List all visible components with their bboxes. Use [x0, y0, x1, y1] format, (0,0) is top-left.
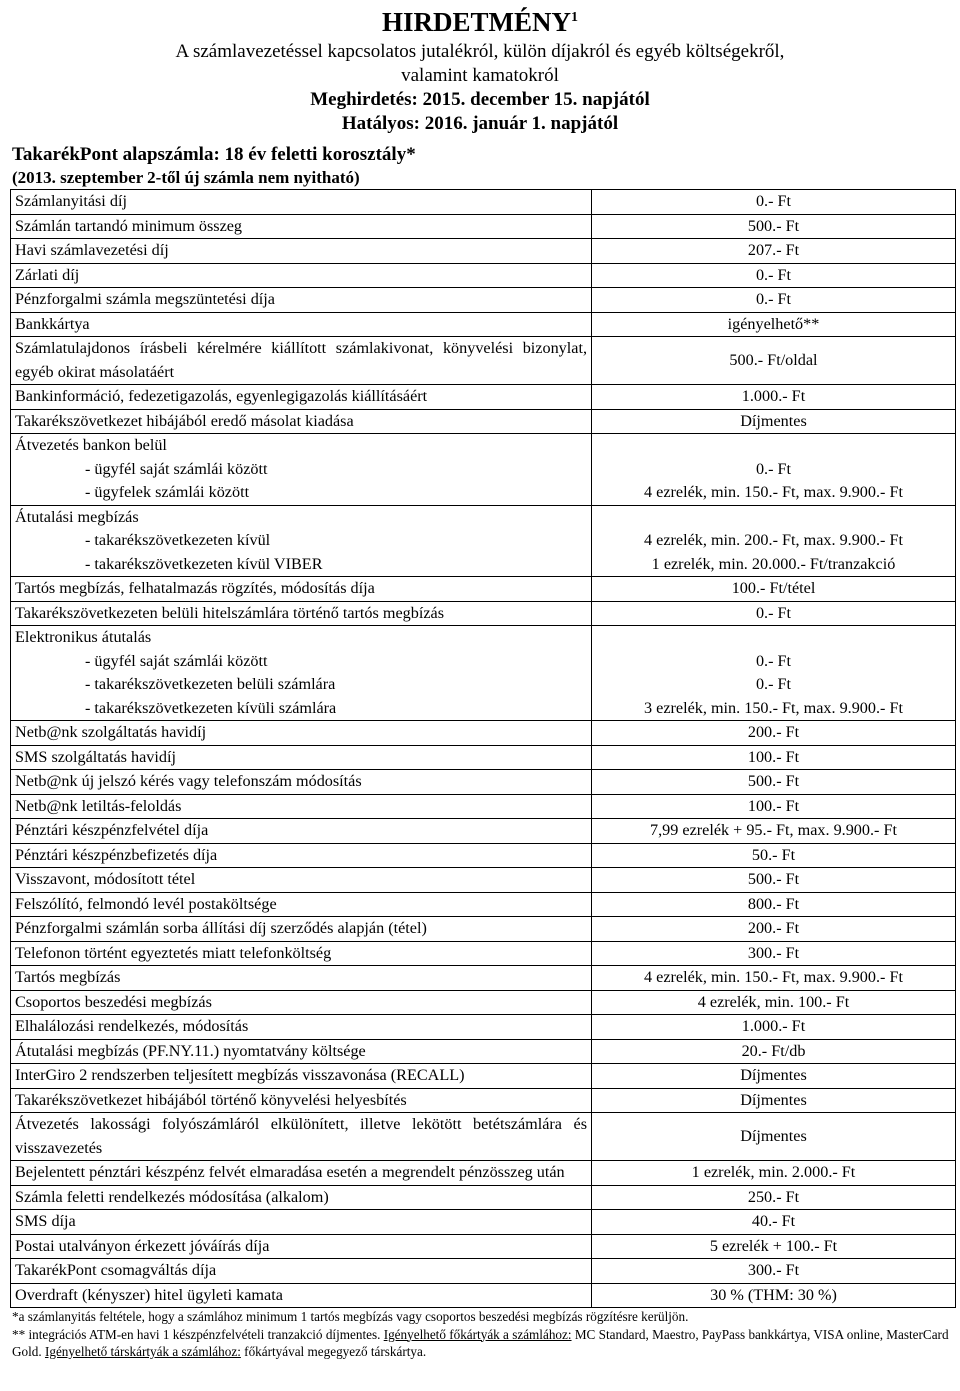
- fee-sub-value: 3 ezrelék, min. 150.- Ft, max. 9.900.- Ft: [644, 698, 903, 717]
- fee-value: [592, 434, 956, 506]
- fee-row: [11, 1064, 956, 1089]
- fee-label: Számlanyitási díj: [11, 190, 592, 215]
- fee-value: 250.- Ft: [592, 1185, 956, 1210]
- fee-label: Zárlati díj: [11, 263, 592, 288]
- fee-value: 200.- Ft: [592, 721, 956, 746]
- footnote-double-star: [12, 1326, 952, 1361]
- fee-value: [592, 505, 956, 577]
- fee-row: [11, 214, 956, 239]
- fee-row: [11, 190, 956, 215]
- fee-value-spacer: [596, 506, 951, 530]
- fee-sub-value: 0.- Ft: [755, 459, 792, 478]
- fee-value: 300.- Ft: [592, 1259, 956, 1284]
- fee-value: 500.- Ft: [592, 214, 956, 239]
- announcement-date: Meghirdetés: 2015. december 15. napjától: [310, 89, 650, 110]
- fee-label: Overdraft (kényszer) hitel ügyleti kamata: [11, 1283, 592, 1308]
- fee-sub-value: 0.- Ft: [755, 651, 792, 670]
- fee-group-heading: Átutalási megbízás: [15, 507, 139, 526]
- title-text: HIRDETMÉNY: [381, 7, 571, 37]
- fee-label: Bankinformáció, fedezetigazolás, egyenlegigazolás kiállításáért: [11, 385, 592, 410]
- fee-label: SMS szolgáltatás havidíj: [11, 745, 592, 770]
- fee-label: [11, 505, 592, 577]
- fee-sub-label: - ügyfél saját számlái között: [85, 459, 268, 478]
- fee-value: 50.- Ft: [592, 843, 956, 868]
- fee-row: [11, 337, 956, 385]
- fee-row: [11, 239, 956, 264]
- fee-label: Bankkártya: [11, 312, 592, 337]
- fee-sub-label: - takarékszövetkezeten kívül VIBER: [85, 554, 323, 573]
- fee-row: [11, 1039, 956, 1064]
- subtitle-line-1: A számlavezetéssel kapcsolatos jutalékról, külön díjakról és egyéb költségekről,: [175, 41, 785, 62]
- fee-value: [592, 626, 956, 721]
- fee-row: [11, 966, 956, 991]
- fee-label: Netb@nk letiltás-feloldás: [11, 794, 592, 819]
- fee-table: [10, 189, 956, 1308]
- fee-row: [11, 917, 956, 942]
- fee-label: Átutalási megbízás (PF.NY.11.) nyomtatvány költsége: [11, 1039, 592, 1064]
- footnote-text: főkártyával megegyező társkártya.: [240, 1344, 427, 1359]
- fee-value: 0.- Ft: [592, 601, 956, 626]
- fee-label: Pénzforgalmi számla megszüntetési díja: [11, 288, 592, 313]
- fee-label: Takarékszövetkezet hibájából történő könyvelési helyesbítés: [11, 1088, 592, 1113]
- fee-value: 20.- Ft/db: [592, 1039, 956, 1064]
- fee-value: Díjmentes: [592, 409, 956, 434]
- fee-label: Átvezetés lakossági folyószámláról elkülönített, illetve lekötött betétszámlára és visszavezetés: [11, 1113, 592, 1161]
- fee-label: Netb@nk szolgáltatás havidíj: [11, 721, 592, 746]
- fee-row: [11, 263, 956, 288]
- fee-sub-label: - ügyfél saját számlái között: [85, 651, 268, 670]
- fee-label: SMS díja: [11, 1210, 592, 1235]
- fee-value: 5 ezrelék + 100.- Ft: [592, 1234, 956, 1259]
- footnote-star: *a számlanyitás feltétele, hogy a számlához minimum 1 tartós megbízás vagy csoportos beszedési megbízás rögzítésre kerüljön.: [12, 1309, 689, 1324]
- fee-row: [11, 626, 956, 721]
- fee-row: [11, 1161, 956, 1186]
- fee-row: [11, 1088, 956, 1113]
- fee-row: [11, 1210, 956, 1235]
- fee-value: 100.- Ft/tétel: [592, 577, 956, 602]
- fee-label: Telefonon történt egyeztetés miatt telefonköltség: [11, 941, 592, 966]
- fee-label: Felszólító, felmondó levél postaköltsége: [11, 892, 592, 917]
- fee-value: 500.- Ft/oldal: [592, 337, 956, 385]
- fee-value: 0.- Ft: [592, 190, 956, 215]
- fee-label: Elhalálozási rendelkezés, módosítás: [11, 1015, 592, 1040]
- fee-row: [11, 770, 956, 795]
- fee-label: Pénzforgalmi számlán sorba állítási díj szerződés alapján (tétel): [11, 917, 592, 942]
- fee-label: Bejelentett pénztári készpénz felvét elmaradása esetén a megrendelt pénzösszeg után: [11, 1161, 592, 1186]
- fee-value: 4 ezrelék, min. 150.- Ft, max. 9.900.- Ft: [592, 966, 956, 991]
- fee-value: 100.- Ft: [592, 794, 956, 819]
- fee-sub-value: 0.- Ft: [755, 675, 792, 693]
- fee-label: Pénztári készpénzfelvétel díja: [11, 819, 592, 844]
- fee-label: Takarékszövetkezeten belüli hitelszámlára történő tartós megbízás: [11, 601, 592, 626]
- fee-value: 500.- Ft: [592, 868, 956, 893]
- fee-label: Tartós megbízás: [11, 966, 592, 991]
- fee-label: [11, 626, 592, 721]
- effective-date: Hatályos: 2016. január 1. napjától: [341, 113, 619, 134]
- fee-label: Pénztári készpénzbefizetés díja: [11, 843, 592, 868]
- fee-value: igényelhető**: [592, 312, 956, 337]
- fee-row: [11, 505, 956, 577]
- fee-row: [11, 1283, 956, 1308]
- fee-row: [11, 385, 956, 410]
- section-note: (2013. szeptember 2-től új számla nem nyitható): [12, 168, 360, 187]
- fee-sub-value: 1 ezrelék, min. 20.000.- Ft/tranzakció: [651, 554, 896, 573]
- fee-table-body: [11, 190, 956, 1308]
- fee-row: [11, 1113, 956, 1161]
- fee-row: [11, 434, 956, 506]
- fee-value: 4 ezrelék, min. 100.- Ft: [592, 990, 956, 1015]
- fee-value: 207.- Ft: [592, 239, 956, 264]
- footnotes: [12, 1308, 952, 1361]
- fee-value: Díjmentes: [592, 1064, 956, 1089]
- fee-sub-value: 4 ezrelék, min. 200.- Ft, max. 9.900.- Ft: [644, 531, 903, 549]
- fee-value: 0.- Ft: [592, 288, 956, 313]
- fee-label: Számlatulajdonos írásbeli kérelmére kiállított számlakivonat, könyvelési bizonylat, egyéb okirat másolatáért: [11, 337, 592, 385]
- fee-label: Tartós megbízás, felhatalmazás rögzítés, módosítás díja: [11, 577, 592, 602]
- footnote-text: MC Standard, Maestro, PayPass bankkártya, VISA online, MasterCard Gold.: [12, 1326, 949, 1359]
- fee-sub-label: - takarékszövetkezeten belüli számlára: [85, 675, 336, 693]
- fee-value: 40.- Ft: [592, 1210, 956, 1235]
- fee-value-spacer: [596, 626, 951, 650]
- fee-row: [11, 288, 956, 313]
- fee-group-heading: Elektronikus átutalás: [15, 628, 152, 646]
- fee-label: TakarékPont csomagváltás díja: [11, 1259, 592, 1284]
- footnote-underlined-co-cards: Igényelhető társkártyák a számlához:: [44, 1344, 241, 1359]
- fee-sub-label: - ügyfelek számlái között: [85, 483, 250, 501]
- fee-row: [11, 1015, 956, 1040]
- fee-row: [11, 868, 956, 893]
- fee-value: 200.- Ft: [592, 917, 956, 942]
- fee-row: [11, 794, 956, 819]
- fee-value: 1.000.- Ft: [592, 1015, 956, 1040]
- fee-label: Postai utalványon érkezett jóváírás díja: [11, 1234, 592, 1259]
- subtitle-line-2: valamint kamatokról: [401, 65, 559, 86]
- footnote-underlined-main-cards: Igényelhető főkártyák a számlához:: [383, 1326, 572, 1342]
- fee-row: [11, 577, 956, 602]
- fee-sub-label: - takarékszövetkezeten kívül: [85, 531, 271, 549]
- fee-row: [11, 1185, 956, 1210]
- fee-value: 300.- Ft: [592, 941, 956, 966]
- fee-sub-label: - takarékszövetkezeten kívüli számlára: [85, 698, 337, 717]
- fee-sub-value: 4 ezrelék, min. 150.- Ft, max. 9.900.- Ft: [644, 483, 903, 501]
- fee-row: [11, 721, 956, 746]
- section-heading: TakarékPont alapszámla: 18 év feletti korosztály*: [12, 144, 416, 165]
- fee-value: 1.000.- Ft: [592, 385, 956, 410]
- fee-label: Számlán tartandó minimum összeg: [11, 214, 592, 239]
- fee-label: Visszavont, módosított tétel: [11, 868, 592, 893]
- fee-row: [11, 601, 956, 626]
- fee-label: InterGiro 2 rendszerben teljesített megbízás visszavonása (RECALL): [11, 1064, 592, 1089]
- fee-value: 0.- Ft: [592, 263, 956, 288]
- fee-value: 100.- Ft: [592, 745, 956, 770]
- fee-value: 30 % (THM: 30 %): [592, 1283, 956, 1308]
- fee-row: [11, 409, 956, 434]
- fee-row: [11, 843, 956, 868]
- fee-value: Díjmentes: [592, 1088, 956, 1113]
- fee-row: [11, 892, 956, 917]
- fee-value-spacer: [596, 434, 951, 458]
- fee-label: Csoportos beszedési megbízás: [11, 990, 592, 1015]
- fee-value: Díjmentes: [592, 1113, 956, 1161]
- fee-row: [11, 1234, 956, 1259]
- fee-label: Havi számlavezetési díj: [11, 239, 592, 264]
- fee-row: [11, 819, 956, 844]
- fee-label: [11, 434, 592, 506]
- fee-value: 800.- Ft: [592, 892, 956, 917]
- fee-row: [11, 312, 956, 337]
- fee-label: Netb@nk új jelszó kérés vagy telefonszám módosítás: [11, 770, 592, 795]
- fee-row: [11, 941, 956, 966]
- document-title: [0, 0, 960, 40]
- footnote-text: ** integrációs ATM-en havi 1 készpénzfelvételi tranzakció díjmentes.: [12, 1326, 384, 1342]
- fee-row: [11, 1259, 956, 1284]
- fee-label: Takarékszövetkezet hibájából eredő másolat kiadása: [11, 409, 592, 434]
- fee-label: Számla feletti rendelkezés módosítása (alkalom): [11, 1185, 592, 1210]
- fee-row: [11, 990, 956, 1015]
- title-footnote-marker: 1: [571, 10, 578, 25]
- fee-row: [11, 745, 956, 770]
- fee-value: 7,99 ezrelék + 95.- Ft, max. 9.900.- Ft: [592, 819, 956, 844]
- fee-value: 1 ezrelék, min. 2.000.- Ft: [592, 1161, 956, 1186]
- fee-group-heading: Átvezetés bankon belül: [15, 436, 167, 454]
- document-header: [0, 0, 960, 136]
- fee-value: 500.- Ft: [592, 770, 956, 795]
